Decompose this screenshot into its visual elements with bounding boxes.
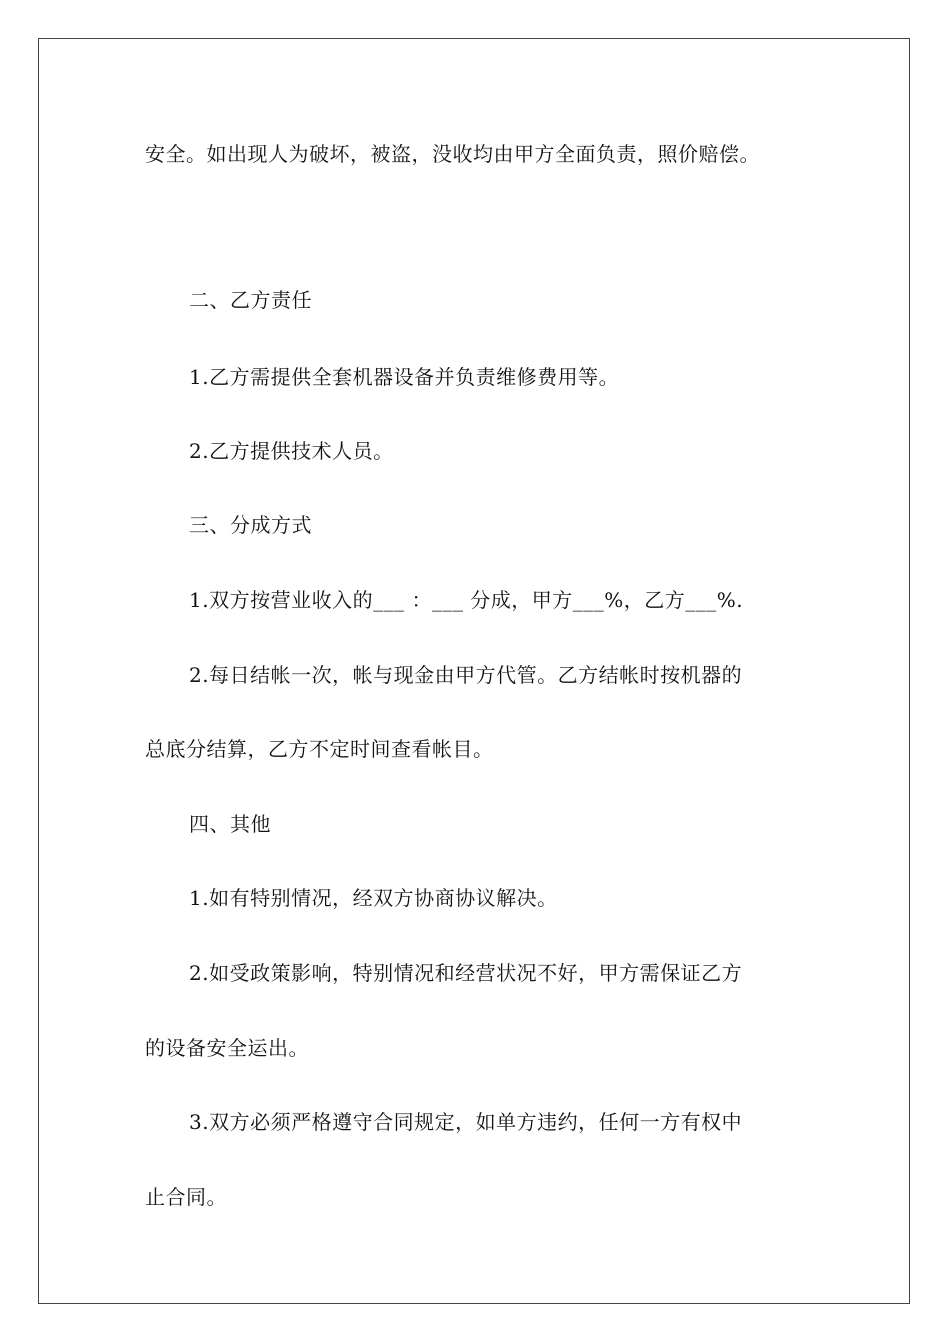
clause-b-1: 1.乙方需提供全套机器设备并负责维修费用等。 (189, 365, 620, 389)
clause-d-2-continuation: 的设备安全运出。 (145, 1036, 309, 1060)
clause-d-3: 3.双方必须严格遵守合同规定，如单方违约，任何一方有权中 (189, 1110, 743, 1134)
clause-c-1: 1.双方按营业收入的___ ：___ 分成，甲方___%，乙方___%. (189, 588, 744, 612)
paragraph-continuation-safety: 安全。如出现人为破坏，被盗，没收均由甲方全面负责，照价赔偿。 (145, 142, 760, 166)
clause-d-3-continuation: 止合同。 (145, 1185, 227, 1209)
clause-b-2: 2.乙方提供技术人员。 (189, 439, 394, 463)
section-heading-profit-sharing: 三、分成方式 (189, 513, 312, 537)
clause-d-2: 2.如受政策影响，特别情况和经营状况不好，甲方需保证乙方 (189, 961, 743, 985)
clause-d-1: 1.如有特别情况，经双方协商协议解决。 (189, 886, 558, 910)
clause-c-2-continuation: 总底分结算，乙方不定时间查看帐目。 (145, 737, 494, 761)
section-heading-party-b-duties: 二、乙方责任 (189, 288, 312, 312)
section-heading-other: 四、其他 (189, 812, 271, 836)
clause-c-2: 2.每日结帐一次，帐与现金由甲方代管。乙方结帐时按机器的 (189, 663, 743, 687)
